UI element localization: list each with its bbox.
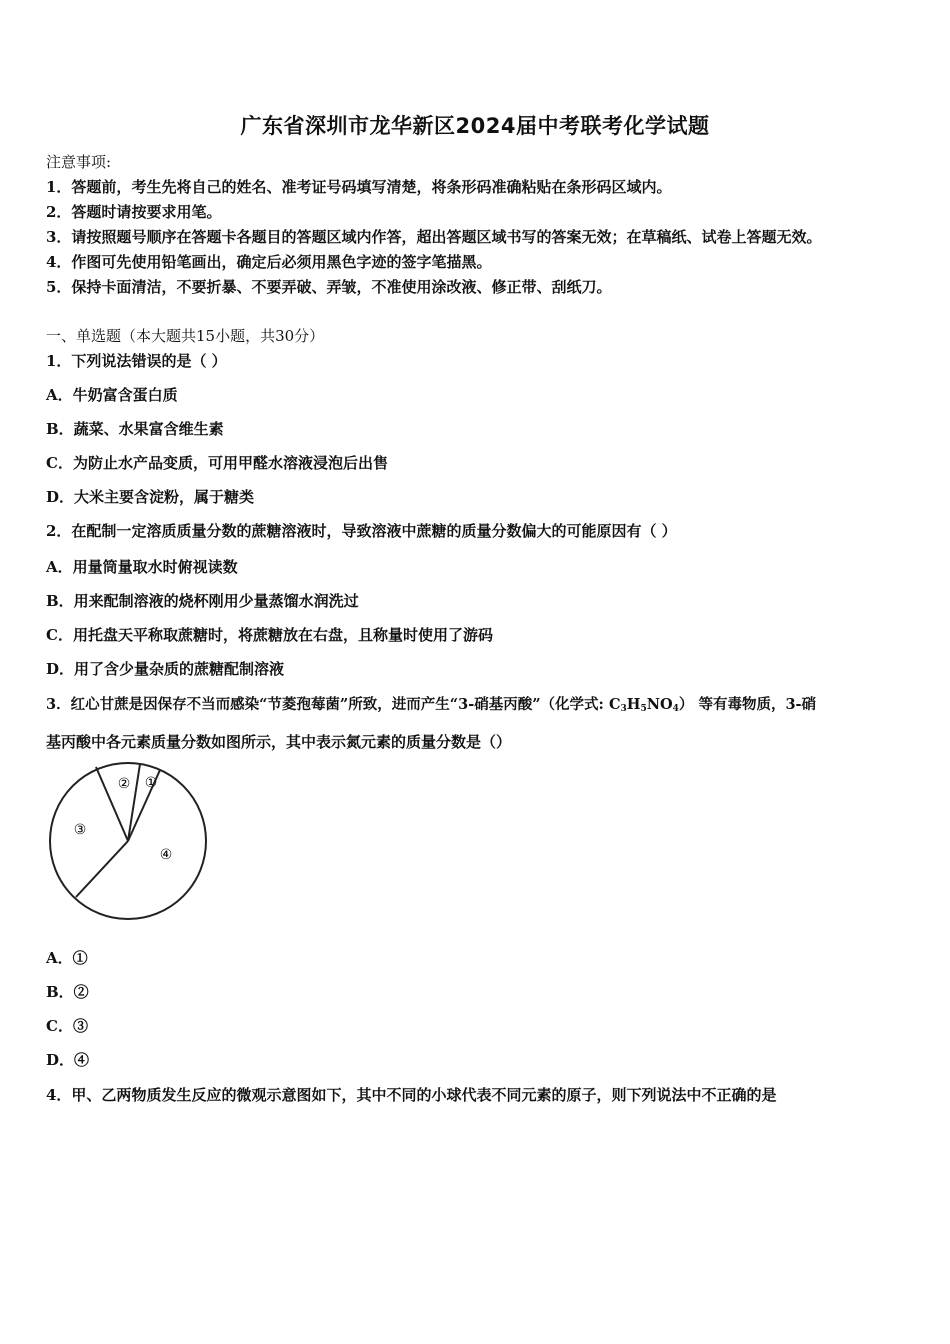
formula-h: H	[626, 696, 641, 713]
question-3-option-a: A．①	[46, 949, 88, 967]
question-4-stem: 4．甲、乙两物质发生反应的微观示意图如下，其中不同的小球代表不同元素的原子，则下列说法中不正确的是	[46, 1086, 777, 1104]
notice-item: 2．答题时请按要求用笔。	[46, 203, 222, 221]
notice-item: 3．请按照题号顺序在答题卡各题目的答题区域内作答，超出答题区域书写的答案无效；在草稿纸、试卷上答题无效。	[46, 228, 822, 246]
formula-no: NO	[646, 696, 673, 713]
question-1-option-a: A．牛奶富含蛋白质	[46, 386, 178, 404]
question-1-option-d: D．大米主要含淀粉，属于糖类	[46, 488, 255, 506]
notice-item: 5．保持卡面清洁，不要折暴、不要弄破、弄皱，不准使用涂改液、修正带、刮纸刀。	[46, 278, 612, 296]
question-3-stem-text-end: ） 等有毒物质，3-硝	[678, 696, 817, 713]
question-3-stem-line2: 基丙酸中各元素质量分数如图所示，其中表示氮元素的质量分数是（）	[46, 733, 512, 751]
pie-label-4: ④	[159, 847, 173, 863]
pie-chart	[44, 756, 214, 926]
question-3-stem-text: 3．红心甘蔗是因保存不当而感染“节菱孢莓菌”所致，进而产生“3-硝基丙酸”（化学式: C	[46, 696, 621, 713]
question-1-stem: 1．下列说法错误的是（ ）	[46, 352, 227, 370]
notice-item: 4．作图可先使用铅笔画出，确定后必须用黑色字迹的签字笔描黑。	[46, 253, 492, 271]
question-2-option-c: C．用托盘天平称取蔗糖时，将蔗糖放在右盘，且称量时使用了游码	[46, 626, 493, 644]
notice-heading: 注意事项:	[46, 153, 112, 171]
subscript-5: 5	[640, 704, 647, 714]
subscript-4: 4	[672, 704, 679, 714]
pie-label-2: ②	[117, 776, 131, 792]
question-3-stem-line1	[46, 695, 816, 719]
question-2-option-b: B．用来配制溶液的烧杯刚用少量蒸馏水润洗过	[46, 592, 359, 610]
question-1-option-c: C．为防止水产品变质，可用甲醛水溶液浸泡后出售	[46, 454, 388, 472]
question-2-stem: 2．在配制一定溶质质量分数的蔗糖溶液时，导致溶液中蔗糖的质量分数偏大的可能原因有（ ）	[46, 522, 677, 540]
notice-item: 1．答题前，考生先将自己的姓名、准考证号码填写清楚，将条形码准确粘贴在条形码区域内。	[46, 178, 672, 196]
question-2-option-a: A．用量筒量取水时俯视读数	[46, 558, 238, 576]
pie-divider-3-4	[76, 841, 128, 897]
pie-label-1: ①	[144, 775, 158, 791]
pie-label-3: ③	[73, 822, 87, 838]
question-1-option-b: B．蔬菜、水果富含维生素	[46, 420, 224, 438]
question-3-option-c: C．③	[46, 1017, 88, 1035]
subscript-3: 3	[620, 704, 627, 714]
section-heading: 一、单选题（本大题共15小题，共30分）	[46, 327, 325, 345]
question-3-option-d: D．④	[46, 1051, 90, 1069]
question-3-option-b: B．②	[46, 983, 89, 1001]
page-title: 广东省深圳市龙华新区2024届中考联考化学试题	[240, 114, 710, 138]
question-2-option-d: D．用了含少量杂质的蔗糖配制溶液	[46, 660, 285, 678]
